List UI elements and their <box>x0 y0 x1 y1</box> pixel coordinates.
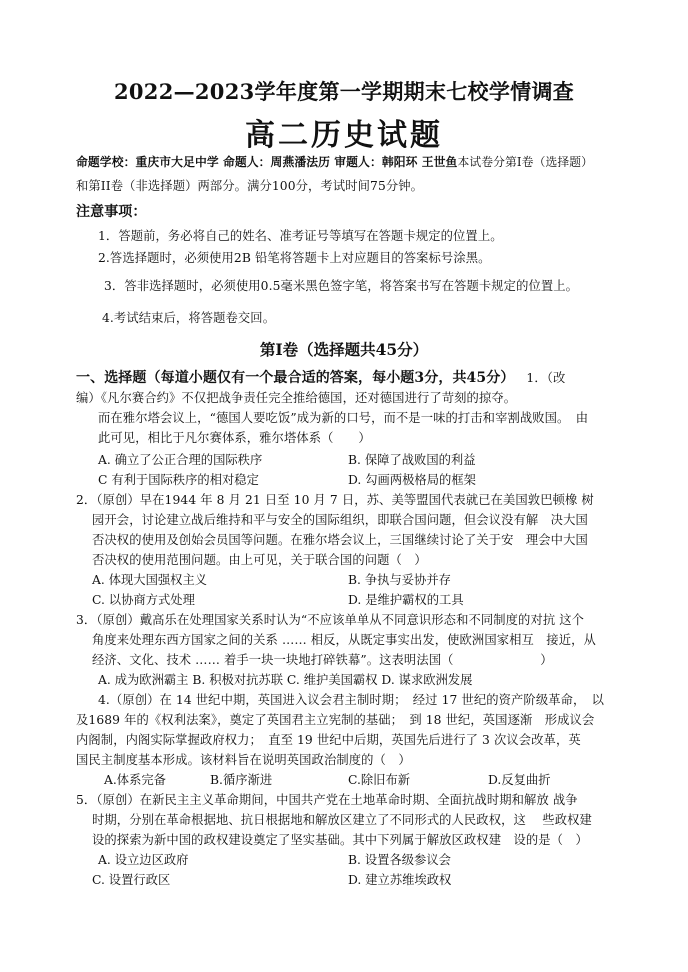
exam-title: 2022—2023学年度第一学期期末七校学情调查 <box>113 79 575 104</box>
subject-title: 高二历史试题 <box>245 118 443 153</box>
q2-option-d: D. 是维护霸权的工具 <box>348 593 464 607</box>
q1-number: 1．（改 <box>526 371 566 385</box>
q5-option-d: D. 建立苏维埃政权 <box>348 873 452 887</box>
q2-option-b: B. 争执与妥协并存 <box>348 573 451 587</box>
q1-line-3: 此可见，相比于凡尔赛体系，雅尔塔体系（ ） <box>98 431 371 445</box>
notice-title: 注意事项： <box>76 204 147 220</box>
q4-line-4: 国民主制度基本形成。该材料旨在说明英国政治制度的（ ） <box>76 753 411 767</box>
q1-option-d: D. 勾画两极格局的框架 <box>348 473 476 487</box>
q5-option-b: B. 设置各级参议会 <box>348 853 451 867</box>
intro-text-1: 本试卷分第Ⅰ卷（选择题） <box>457 155 594 169</box>
q4-line-3: 内阁制，内阁实际掌握政府权力； 直至 19 世纪中后期，英国先后进行了 3 次议会改革，英 <box>76 733 581 747</box>
q5-option-a: A. 设立边区政府 <box>98 853 189 867</box>
q3-line-2: 角度来处理东西方国家之间的关系 …… 相反，从既定事实出发，使欧洲国家相互 接近，从 <box>92 633 596 647</box>
q1-line-1: 编）《凡尔赛合约》不仅把战争责任完全推给德国，还对德国进行了苛刻的掠夺。 <box>76 391 517 405</box>
q1-line-2: 而在雅尔塔会议上，“德国人要吃饭”成为新的口号，而不是一味的打击和宰割战败国。 由 <box>98 411 589 425</box>
notice-item-4: 4.考试结束后，将答题卷交回。 <box>102 311 276 325</box>
intro-line-2: 和第II卷（非选择题）两部分。满分100分，考试时间75分钟。 <box>76 179 424 193</box>
notice-item-2: 2.答选择题时，必须使用2B 铅笔将答题卡上对应题目的答案标号涂黑。 <box>98 251 491 265</box>
section-title: 第Ⅰ卷（选择题共45分） <box>259 340 429 359</box>
notice-item-3: 3．答非选择题时，必须使用0.5毫米黑色签字笔，将答案书写在答题卡规定的位置上。 <box>104 279 579 293</box>
q2-line-1: 2．（原创）早在1944 年 8 月 21 日至 10 月 7 日，苏、美等盟国代表就已在美国敦巴顿橡 树 <box>76 493 594 507</box>
authors-text: 命题学校：重庆市大足中学 命题人：周燕潘法历 审题人：韩阳环 王世鱼 <box>76 155 458 169</box>
q1-option-c: C 有利于国际秩序的相对稳定 <box>98 473 259 487</box>
q5-line-1: 5．（原创）在新民主主义革命期间，中国共产党在土地革命时期、全面抗战时期和解放 战争 <box>76 793 578 807</box>
q4-line-2: 及1689 年的《权利法案》，奠定了英国君主立宪制的基础； 到 18 世纪，英国逐渐 形成议会 <box>76 713 595 727</box>
q4-option-a: A.体系完备 <box>104 773 166 787</box>
q2-line-3: 否决权的使用及创始会员国等问题。在雅尔塔会议上，三国继续讨论了关于安 理会中大国 <box>92 533 588 547</box>
q2-line-4: 否决权的使用范围问题。由上可见，关于联合国的问题（ ） <box>92 553 427 567</box>
q2-option-c: C. 以协商方式处理 <box>92 593 195 607</box>
q4-line-1: 4.（原创）在 14 世纪中期，英国进入议会君主制时期； 经过 17 世纪的资产阶级革命， 以 <box>98 693 605 707</box>
q2-option-a: A. 体现大国强权主义 <box>92 573 208 587</box>
notice-item-1: 1．答题前，务必将自己的姓名、准考证号等填写在答题卡规定的位置上。 <box>98 229 503 243</box>
q4-option-d: D.反复曲折 <box>488 773 551 787</box>
q4-option-b: B.循序渐进 <box>210 773 273 787</box>
q2-line-2: 园开会，讨论建立战后维持和平与安全的国际组织，即联合国问题，但会议没有解 决大国 <box>92 513 588 527</box>
q3-line-3: 经济、文化、技术 …… 着手一块一块地打碎铁幕”。这表明法国（ ） <box>92 653 553 667</box>
q3-options: A. 成为欧洲霸主 B. 积极对抗苏联 C. 维护美国霸权 D. 谋求欧洲发展 <box>98 673 473 687</box>
q1-option-a: A. 确立了公正合理的国际秩序 <box>98 453 263 467</box>
q4-option-c: C.除旧布新 <box>348 773 411 787</box>
section-instruction-line <box>76 370 565 386</box>
authors-line <box>76 154 593 170</box>
q5-line-3: 设的探索为新中国的政权建设奠定了坚实基础。其中下列属于解放区政权建 设的是（ ） <box>92 833 588 847</box>
section-instruction: 一、选择题（每道小题仅有一个最合适的答案，每小题3分，共45分） <box>76 370 515 386</box>
q1-option-b: B. 保障了战败国的利益 <box>348 453 476 467</box>
q5-option-c: C. 设置行政区 <box>92 873 171 887</box>
q5-line-2: 时期，分别在革命根据地、抗日根据地和解放区建立了不同形式的人民政权，这 些政权建 <box>92 813 592 827</box>
q3-line-1: 3．（原创）戴高乐在处理国家关系时认为“不应该单单从不同意识形态和不同制度的对抗 这个 <box>76 613 585 627</box>
